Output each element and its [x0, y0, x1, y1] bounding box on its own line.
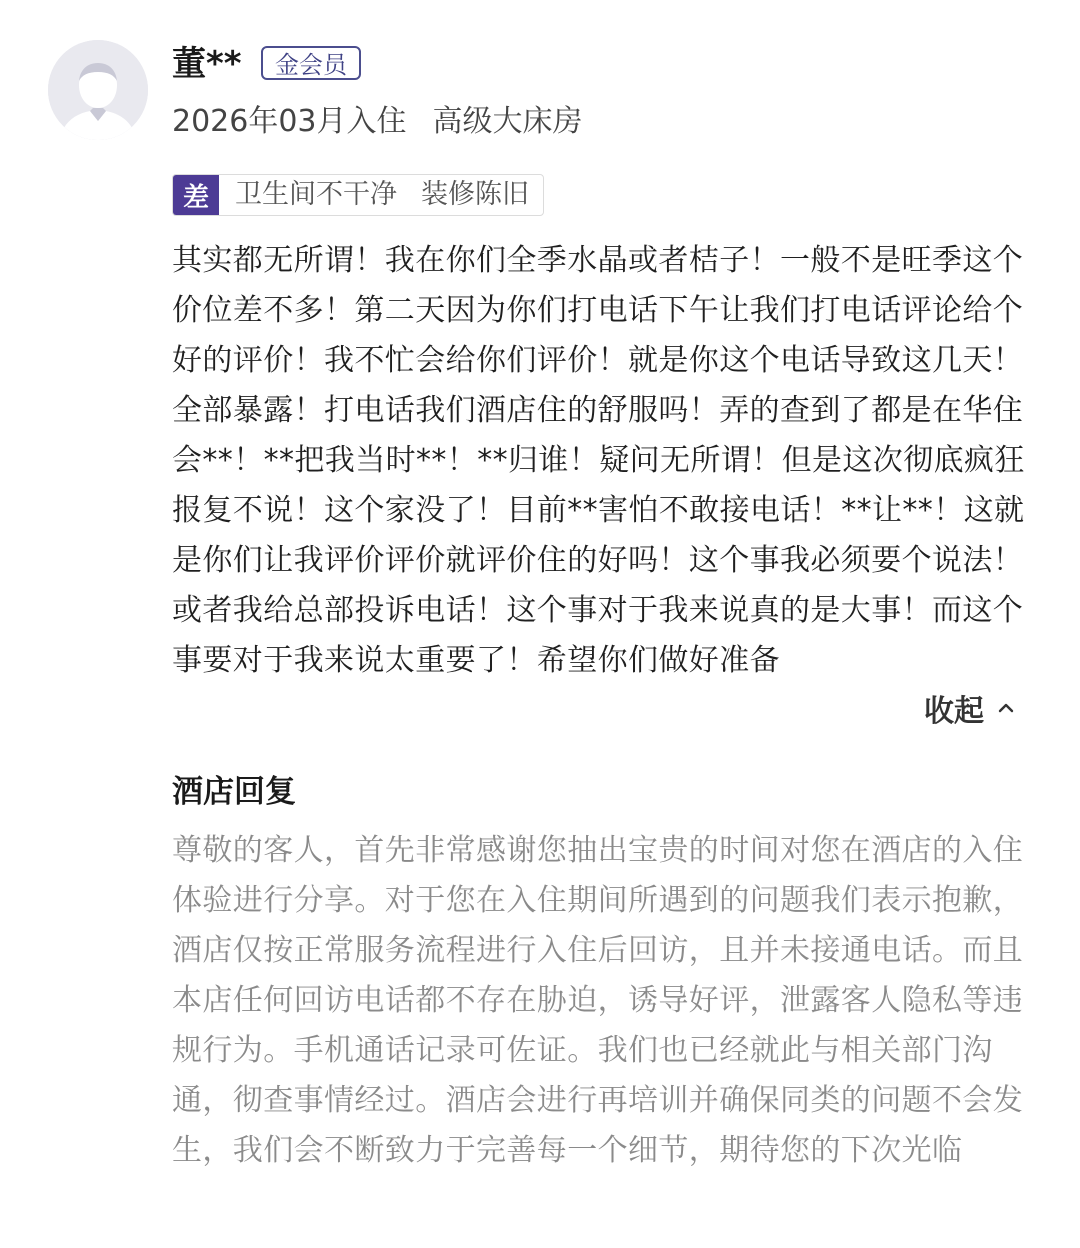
tag-item: 卫生间不干净 — [235, 179, 397, 210]
hotel-reply-heading: 酒店回复 — [172, 774, 296, 810]
hotel-reply-text: 尊敬的客人，首先非常感谢您抽出宝贵的时间对您在酒店的入住体验进行分享。对于您在入住期间所遇到的问题我们表示抱歉，酒店仅按正常服务流程进行入住后回访，且并未接通电话。而且本店任何回访电话都不存在胁迫，诱导好评，泄露客人隐私等违规行为。手机通话记录可佐证。我们也已经就此与相关部门沟通，彻查事情经过。酒店会进行再培训并确保同类的问题不会发生，我们会不断致力于完善每一个细节，期待您的下次光临 — [172, 833, 1024, 1168]
default-user-avatar-icon — [48, 40, 148, 140]
user-avatar[interactable] — [48, 40, 148, 140]
tag-list — [219, 175, 543, 215]
chevron-up-icon — [996, 698, 1016, 718]
user-name: 董** — [172, 44, 242, 84]
collapse-button[interactable] — [924, 686, 1016, 730]
review-tags — [172, 174, 544, 216]
tag-item: 装修陈旧 — [421, 179, 529, 210]
collapse-label: 收起 — [924, 694, 984, 729]
stay-date: 2026年03月入住 — [172, 104, 407, 139]
room-type: 高级大床房 — [432, 104, 583, 139]
rating-label: 差 — [173, 175, 219, 215]
member-level-badge: 金会员 — [261, 46, 361, 80]
review-text: 其实都无所谓！我在你们全季水晶或者桔子！一般不是旺季这个价位差不多！第二天因为你们打电话下午让我们打电话评论给个好的评价！我不忙会给你们评价！就是你这个电话导致这几天！全部暴露！打电话我们酒店住的舒服吗！弄的查到了都是在华住会**！**把我当时**！**归谁！疑问无所谓！但是这次彻底疯狂报复不说！这个家没了！目前**害怕不敢接电话！**让**！这就是你们让我评价评价就评价住的好吗！这个事我必须要个说法！或者我给总部投诉电话！这个事对于我来说真的是大事！而这个事要对于我来说太重要了！希望你们做好准备 — [172, 243, 1025, 678]
stay-info — [172, 100, 583, 144]
